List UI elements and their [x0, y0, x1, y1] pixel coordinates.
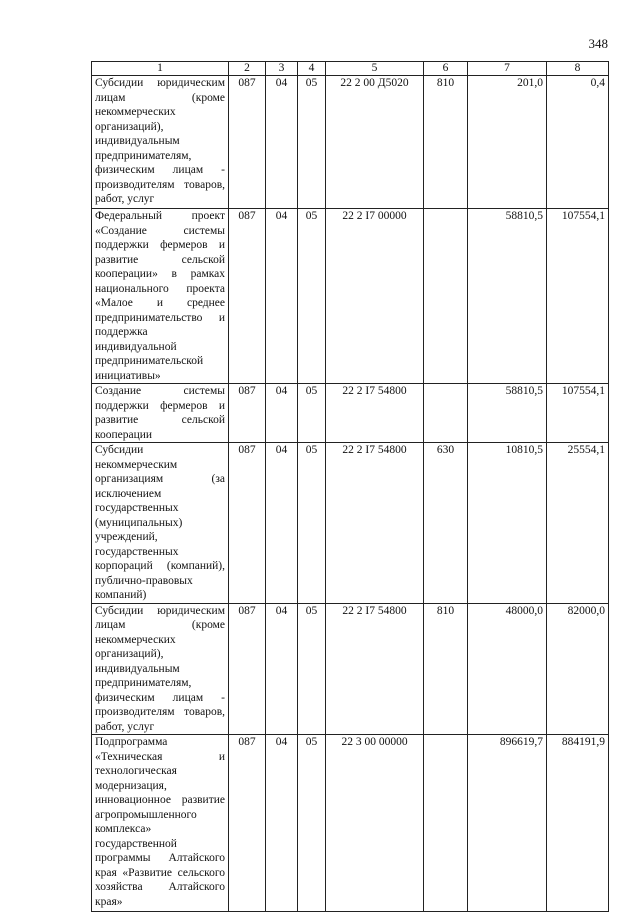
row-ministry-code: 087 — [229, 209, 266, 384]
row-amount-year2: 0,4 — [547, 76, 609, 209]
row-amount-year2: 884191,9 — [547, 735, 609, 912]
header-cell-6: 6 — [424, 62, 468, 76]
row-target-article: 22 2 I7 54800 — [326, 603, 424, 735]
table-row — [92, 443, 609, 604]
header-cell-4: 4 — [298, 62, 326, 76]
table-row — [92, 209, 609, 384]
row-section-code: 04 — [266, 209, 298, 384]
row-expense-type: 630 — [424, 443, 468, 604]
table-row — [92, 603, 609, 735]
row-target-article: 22 2 I7 54800 — [326, 384, 424, 443]
row-expense-type — [424, 735, 468, 912]
row-expense-type — [424, 384, 468, 443]
row-target-article: 22 2 00 Д5020 — [326, 76, 424, 209]
row-section-code: 04 — [266, 76, 298, 209]
row-subsection-code: 05 — [298, 443, 326, 604]
row-amount-year1: 48000,0 — [468, 603, 547, 735]
row-name: Создание системы поддержки фермеров и развитие сельской кооперации — [92, 384, 229, 443]
row-target-article: 22 3 00 00000 — [326, 735, 424, 912]
header-cell-7: 7 — [468, 62, 547, 76]
row-section-code: 04 — [266, 384, 298, 443]
row-name: Подпрограмма «Техническая и технологическая модернизация, инновационное развитие агропромышленного комплекса» государственной программы Алтайского края «Развитие сельского хозяйства Алтайского края» — [92, 735, 229, 912]
row-ministry-code: 087 — [229, 735, 266, 912]
row-section-code: 04 — [266, 603, 298, 735]
row-amount-year1: 58810,5 — [468, 209, 547, 384]
row-subsection-code: 05 — [298, 76, 326, 209]
row-expense-type — [424, 209, 468, 384]
page-number: 348 — [588, 36, 608, 51]
row-amount-year2: 25554,1 — [547, 443, 609, 604]
header-row — [92, 62, 609, 76]
row-amount-year1: 896619,7 — [468, 735, 547, 912]
row-expense-type: 810 — [424, 76, 468, 209]
header-cell-2: 2 — [229, 62, 266, 76]
table-row — [92, 384, 609, 443]
row-section-code: 04 — [266, 443, 298, 604]
row-subsection-code: 05 — [298, 735, 326, 912]
table-row — [92, 76, 609, 209]
row-amount-year1: 10810,5 — [468, 443, 547, 604]
row-target-article: 22 2 I7 00000 — [326, 209, 424, 384]
table-row — [92, 735, 609, 912]
row-ministry-code: 087 — [229, 603, 266, 735]
row-subsection-code: 05 — [298, 209, 326, 384]
row-subsection-code: 05 — [298, 603, 326, 735]
header-cell-5: 5 — [326, 62, 424, 76]
row-amount-year2: 107554,1 — [547, 384, 609, 443]
row-name: Субсидии некоммерческим организациям (за исключением государственных (муниципальных) учреждений, государственных корпораций (компаний), публично-правовых компаний) — [92, 443, 229, 604]
row-target-article: 22 2 I7 54800 — [326, 443, 424, 604]
budget-table — [91, 61, 609, 912]
header-cell-3: 3 — [266, 62, 298, 76]
row-section-code: 04 — [266, 735, 298, 912]
row-subsection-code: 05 — [298, 384, 326, 443]
row-ministry-code: 087 — [229, 76, 266, 209]
row-name: Федеральный проект «Создание системы поддержки фермеров и развитие сельской кооперации» в рамках национального проекта «Малое и среднее предпринимательство и поддержка индивидуальной предпринимательской инициативы» — [92, 209, 229, 384]
row-name: Субсидии юридическим лицам (кроме некоммерческих организаций), индивидуальным предпринимателям, физическим лицам - производителям товаров, работ, услуг — [92, 76, 229, 209]
row-name: Субсидии юридическим лицам (кроме некоммерческих организаций), индивидуальным предпринимателям, физическим лицам - производителям товаров, работ, услуг — [92, 603, 229, 735]
row-amount-year1: 201,0 — [468, 76, 547, 209]
row-expense-type: 810 — [424, 603, 468, 735]
header-cell-1: 1 — [92, 62, 229, 76]
row-amount-year2: 107554,1 — [547, 209, 609, 384]
row-ministry-code: 087 — [229, 384, 266, 443]
row-amount-year1: 58810,5 — [468, 384, 547, 443]
row-amount-year2: 82000,0 — [547, 603, 609, 735]
header-cell-8: 8 — [547, 62, 609, 76]
row-ministry-code: 087 — [229, 443, 266, 604]
